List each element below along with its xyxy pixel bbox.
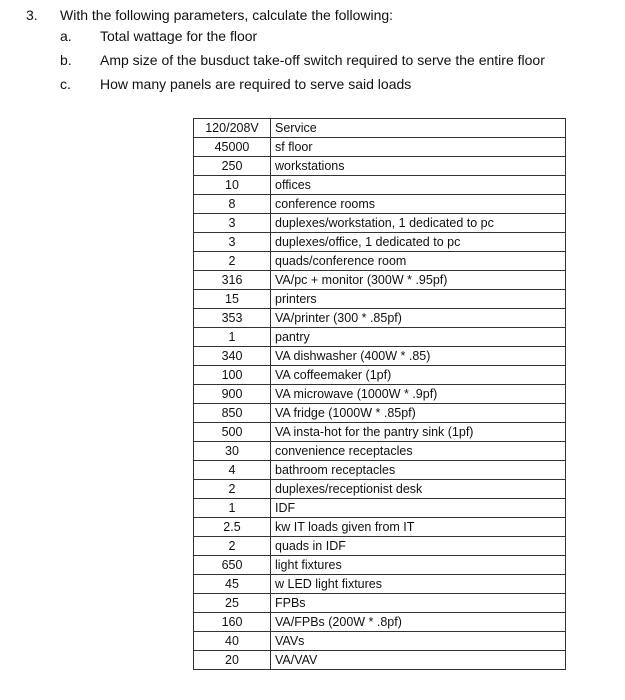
table-cell-value: 340 [194, 347, 271, 366]
parameters-table [193, 118, 566, 670]
table-cell-description: VA fridge (1000W * .85pf) [271, 404, 566, 423]
table-cell-description: convenience receptacles [271, 442, 566, 461]
table-row [194, 651, 566, 670]
sub-question-text: Amp size of the busduct take-off switch required to serve the entire floor [100, 52, 545, 68]
table-cell-description: VA/printer (300 * .85pf) [271, 309, 566, 328]
table-row [194, 404, 566, 423]
table-cell-description: FPBs [271, 594, 566, 613]
table-row [194, 309, 566, 328]
table-cell-description: workstations [271, 157, 566, 176]
table-cell-description: kw IT loads given from IT [271, 518, 566, 537]
table-cell-description: bathroom receptacles [271, 461, 566, 480]
table-row [194, 556, 566, 575]
sub-question-letter: b. [60, 52, 72, 68]
sub-question-letter: c. [60, 76, 71, 92]
table-row [194, 176, 566, 195]
sub-question-text: Total wattage for the floor [100, 28, 258, 44]
question-number: 3. [26, 7, 38, 23]
table-row [194, 518, 566, 537]
table-cell-description: VA dishwasher (400W * .85) [271, 347, 566, 366]
table-cell-description: VA insta-hot for the pantry sink (1pf) [271, 423, 566, 442]
table-cell-value: 650 [194, 556, 271, 575]
table-row [194, 461, 566, 480]
sub-question-letter: a. [60, 28, 72, 44]
table-cell-value: 900 [194, 385, 271, 404]
table-cell-value: 1 [194, 499, 271, 518]
table-cell-value: 40 [194, 632, 271, 651]
table-cell-value: 30 [194, 442, 271, 461]
table-cell-value: 100 [194, 366, 271, 385]
question-block [26, 5, 545, 98]
table-row [194, 537, 566, 556]
table-cell-value: 20 [194, 651, 271, 670]
table-cell-value: 850 [194, 404, 271, 423]
table-cell-description: VA/FPBs (200W * .8pf) [271, 613, 566, 632]
table-cell-value: 353 [194, 309, 271, 328]
parameters-table-body [194, 119, 566, 670]
table-cell-value: 2.5 [194, 518, 271, 537]
table-cell-description: quads/conference room [271, 252, 566, 271]
table-row [194, 328, 566, 347]
table-cell-value: 1 [194, 328, 271, 347]
sub-question-b [26, 50, 545, 74]
table-row [194, 613, 566, 632]
question-sub-list [26, 26, 545, 98]
table-row [194, 138, 566, 157]
table-cell-description: sf floor [271, 138, 566, 157]
table-cell-value: 2 [194, 480, 271, 499]
sub-question-text: How many panels are required to serve said loads [100, 76, 412, 92]
table-cell-description: VA/VAV [271, 651, 566, 670]
sub-question-c [26, 74, 545, 98]
table-row [194, 632, 566, 651]
table-cell-description: duplexes/office, 1 dedicated to pc [271, 233, 566, 252]
table-cell-value: 3 [194, 214, 271, 233]
table-cell-description: conference rooms [271, 195, 566, 214]
table-cell-description: duplexes/workstation, 1 dedicated to pc [271, 214, 566, 233]
table-cell-value: 120/208V [194, 119, 271, 138]
table-cell-value: 45 [194, 575, 271, 594]
table-row [194, 499, 566, 518]
table-cell-description: IDF [271, 499, 566, 518]
table-cell-description: printers [271, 290, 566, 309]
question-prompt: With the following parameters, calculate the following: [60, 7, 394, 23]
table-cell-description: duplexes/receptionist desk [271, 480, 566, 499]
table-cell-description: quads in IDF [271, 537, 566, 556]
table-row [194, 119, 566, 138]
table-cell-description: Service [271, 119, 566, 138]
table-row [194, 366, 566, 385]
table-cell-value: 8 [194, 195, 271, 214]
table-row [194, 157, 566, 176]
table-row [194, 271, 566, 290]
table-row [194, 290, 566, 309]
table-row [194, 442, 566, 461]
table-cell-description: VAVs [271, 632, 566, 651]
table-cell-description: VA coffeemaker (1pf) [271, 366, 566, 385]
question-header [26, 5, 545, 24]
table-row [194, 233, 566, 252]
table-row [194, 480, 566, 499]
table-cell-description: w LED light fixtures [271, 575, 566, 594]
table-cell-description: light fixtures [271, 556, 566, 575]
table-cell-value: 500 [194, 423, 271, 442]
table-row [194, 195, 566, 214]
table-cell-value: 2 [194, 252, 271, 271]
table-row [194, 594, 566, 613]
table-cell-value: 15 [194, 290, 271, 309]
table-cell-description: VA/pc + monitor (300W * .95pf) [271, 271, 566, 290]
table-cell-value: 2 [194, 537, 271, 556]
table-row [194, 423, 566, 442]
table-cell-value: 45000 [194, 138, 271, 157]
table-cell-value: 250 [194, 157, 271, 176]
table-row [194, 385, 566, 404]
table-cell-description: offices [271, 176, 566, 195]
table-cell-description: pantry [271, 328, 566, 347]
table-row [194, 347, 566, 366]
table-row [194, 214, 566, 233]
table-cell-value: 10 [194, 176, 271, 195]
table-cell-value: 3 [194, 233, 271, 252]
sub-question-a [26, 26, 545, 50]
table-cell-value: 316 [194, 271, 271, 290]
table-cell-description: VA microwave (1000W * .9pf) [271, 385, 566, 404]
table-row [194, 252, 566, 271]
table-cell-value: 4 [194, 461, 271, 480]
table-row [194, 575, 566, 594]
table-cell-value: 160 [194, 613, 271, 632]
table-cell-value: 25 [194, 594, 271, 613]
